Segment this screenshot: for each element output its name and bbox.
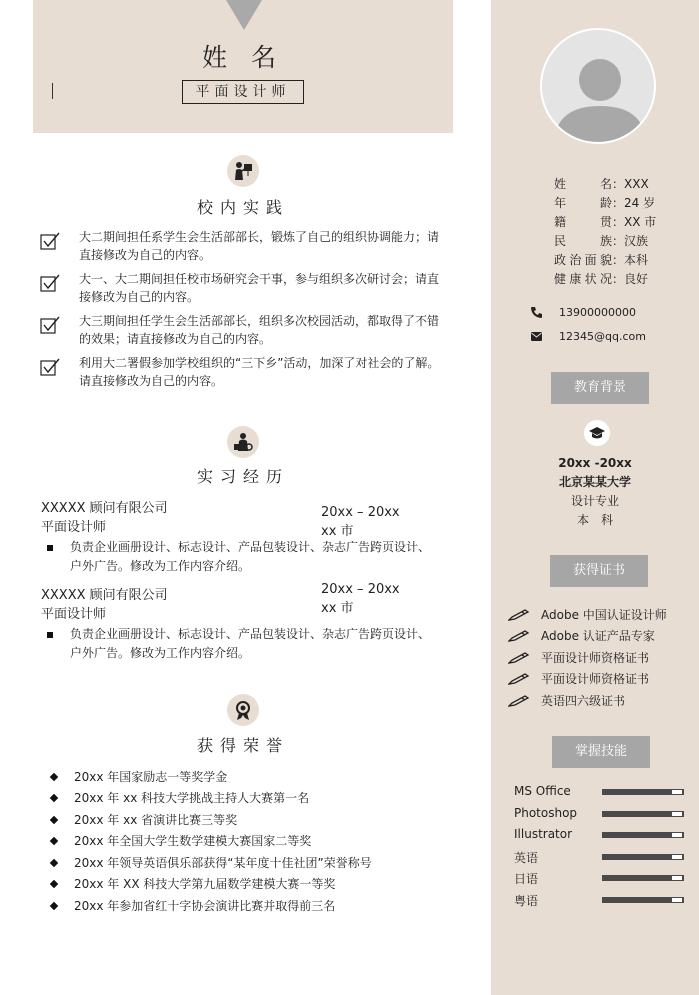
info-colon: ： <box>612 234 625 248</box>
skill-level-remainder <box>672 876 682 880</box>
info-row <box>554 270 648 289</box>
avatar-placeholder <box>540 28 656 144</box>
skill-name: MS Office <box>514 784 571 798</box>
info-value: 本科 <box>624 253 649 267</box>
education-major: 设计专业 <box>570 494 619 508</box>
phone-icon <box>530 306 543 319</box>
info-row <box>554 175 649 194</box>
info-row <box>554 213 656 232</box>
presenter-icon <box>227 155 259 187</box>
diamond-bullet <box>50 902 58 910</box>
job-title-box: 平面设计师 <box>182 80 304 104</box>
info-colon: ： <box>612 272 625 286</box>
skills-tag: 掌握技能 <box>552 736 650 768</box>
info-label: 民族 <box>554 234 612 248</box>
certificate-item <box>508 606 667 623</box>
email-address: 12345@qq.com <box>559 330 646 343</box>
certificate-item <box>508 692 625 709</box>
info-value: 24 岁 <box>624 196 656 210</box>
info-row <box>554 194 655 213</box>
skill-name: 日语 <box>514 872 539 886</box>
job-role: 平面设计师 <box>41 607 107 622</box>
job-city: xx 市 <box>321 601 354 616</box>
header-triangle <box>226 0 262 30</box>
skill-level-remainder <box>672 855 682 859</box>
education-years: 20xx -20xx <box>558 456 632 470</box>
job-city: xx 市 <box>321 524 354 539</box>
pen-icon <box>508 609 530 621</box>
internship-section-title: 实习经历 <box>196 467 289 486</box>
skill-level-remainder <box>672 898 682 902</box>
certificate-item <box>508 670 649 687</box>
honors-section-title: 获得荣誉 <box>196 736 289 755</box>
info-value: 汉族 <box>624 234 649 248</box>
honor-item: 20xx 年 XX 科技大学第九届数学建模大赛一等奖 <box>74 877 336 891</box>
skill-level-remainder <box>672 790 682 794</box>
certificate-item <box>508 649 649 666</box>
diamond-bullet <box>50 816 58 824</box>
skill-level-bar <box>602 811 684 817</box>
info-value: 良好 <box>624 272 649 286</box>
campus-item-text: 大一、大二期间担任校市场研究会干事，参与组织多次研讨会；请直接修改为自己的内容。 <box>79 272 440 304</box>
info-label: 健康状况 <box>554 272 612 286</box>
phone-number: 13900000000 <box>559 306 636 319</box>
skill-name: Photoshop <box>514 805 578 820</box>
pen-icon <box>508 695 530 707</box>
diamond-bullet <box>50 880 58 888</box>
job-date: 20xx – 20xx <box>321 582 400 597</box>
education-tag: 教育背景 <box>551 372 649 404</box>
honor-item: 20xx 年参加省红十字协会演讲比赛并取得前三名 <box>74 899 336 913</box>
certificates-tag: 获得证书 <box>550 555 648 587</box>
job-role: 平面设计师 <box>41 520 107 535</box>
bullet <box>47 545 53 551</box>
pen-icon <box>508 652 530 664</box>
skill-level-bar <box>602 789 684 795</box>
bullet <box>47 632 53 638</box>
certificate-name: 平面设计师资格证书 <box>541 651 650 665</box>
campus-item-text: 利用大二署假参加学校组织的“三下乡”活动，加深了对社会的了解。请直接修改为自己的内容。 <box>79 356 440 388</box>
pen-icon <box>508 630 530 642</box>
info-colon: ： <box>612 253 625 267</box>
honor-item: 20xx 年 xx 科技大学挑战主持人大赛第一名 <box>74 791 310 805</box>
honor-item: 20xx 年全国大学生数学建模大赛国家二等奖 <box>74 834 312 848</box>
info-value: XXX <box>624 177 649 191</box>
phone-row <box>530 306 636 319</box>
skill-level-bar <box>602 897 684 903</box>
campus-item-text: 大三期间担任学生会生活部部长，组织多次校园活动，都取得了不错的效果；请直接修改为自己的内容。 <box>79 314 440 346</box>
pen-icon <box>508 673 530 685</box>
medal-icon <box>227 694 259 726</box>
skill-name: 英语 <box>514 850 539 865</box>
skill-level-bar <box>602 832 684 838</box>
honor-item: 20xx 年 xx 省演讲比赛三等奖 <box>74 813 238 827</box>
honor-item: 20xx 年领导英语俱乐部获得“某年度十佳社团”荣誉称号 <box>74 856 372 870</box>
education-degree: 本 科 <box>576 513 613 527</box>
info-label: 姓名 <box>554 177 612 191</box>
certificate-name: Adobe 中国认证设计师 <box>541 608 667 622</box>
text-cursor <box>52 83 53 99</box>
honor-item: 20xx 年国家励志一等奖学金 <box>74 770 228 784</box>
checkbox-icon <box>40 358 60 376</box>
resume-name: 姓 名 <box>202 43 284 72</box>
campus-item-text: 大二期间担任系学生会生活部部长，锻炼了自己的组织协调能力；请直接修改为自己的内容。 <box>79 230 440 262</box>
diamond-bullet <box>50 837 58 845</box>
info-value: XX 市 <box>624 215 657 229</box>
skill-name: Illustrator <box>514 827 573 841</box>
job-date: 20xx – 20xx <box>321 505 400 520</box>
skill-level-remainder <box>672 812 682 816</box>
info-colon: ： <box>612 215 625 229</box>
info-label: 政治面貌 <box>554 253 612 267</box>
worker-icon <box>227 426 259 458</box>
envelope-icon <box>530 331 543 342</box>
campus-section-title: 校内实践 <box>196 198 289 217</box>
certificate-name: 平面设计师资格证书 <box>541 672 650 686</box>
info-colon: ： <box>612 196 625 210</box>
diamond-bullet <box>50 773 58 781</box>
info-row <box>554 232 648 251</box>
email-row <box>530 330 646 343</box>
graduation-cap-icon <box>584 420 610 446</box>
checkbox-icon <box>40 274 60 292</box>
job-description: 负责企业画册设计、标志设计、产品包装设计、杂志广告跨页设计、户外广告。修改为工作内容介绍。 <box>70 627 431 660</box>
info-colon: ： <box>612 177 625 191</box>
info-row <box>554 251 648 270</box>
education-school: 北京某某大学 <box>558 475 631 489</box>
diamond-bullet <box>50 859 58 867</box>
diamond-bullet <box>50 794 58 802</box>
skill-name: 粤语 <box>514 893 539 908</box>
certificate-name: 英语四六级证书 <box>541 694 626 708</box>
skill-level-remainder <box>672 833 682 837</box>
checkbox-icon <box>40 316 60 334</box>
skill-level-bar <box>602 854 684 860</box>
skill-level-bar <box>602 875 684 881</box>
job-company: XXXXX 顾问有限公司 <box>41 588 168 603</box>
certificate-name: Adobe 认证产品专家 <box>541 629 655 643</box>
job-description: 负责企业画册设计、标志设计、产品包装设计、杂志广告跨页设计、户外广告。修改为工作内容介绍。 <box>70 540 431 573</box>
job-company: XXXXX 顾问有限公司 <box>41 501 168 516</box>
checkbox-icon <box>40 232 60 250</box>
info-label: 籍贯 <box>554 215 612 229</box>
info-label: 年龄 <box>554 196 612 210</box>
certificate-item <box>508 627 655 644</box>
